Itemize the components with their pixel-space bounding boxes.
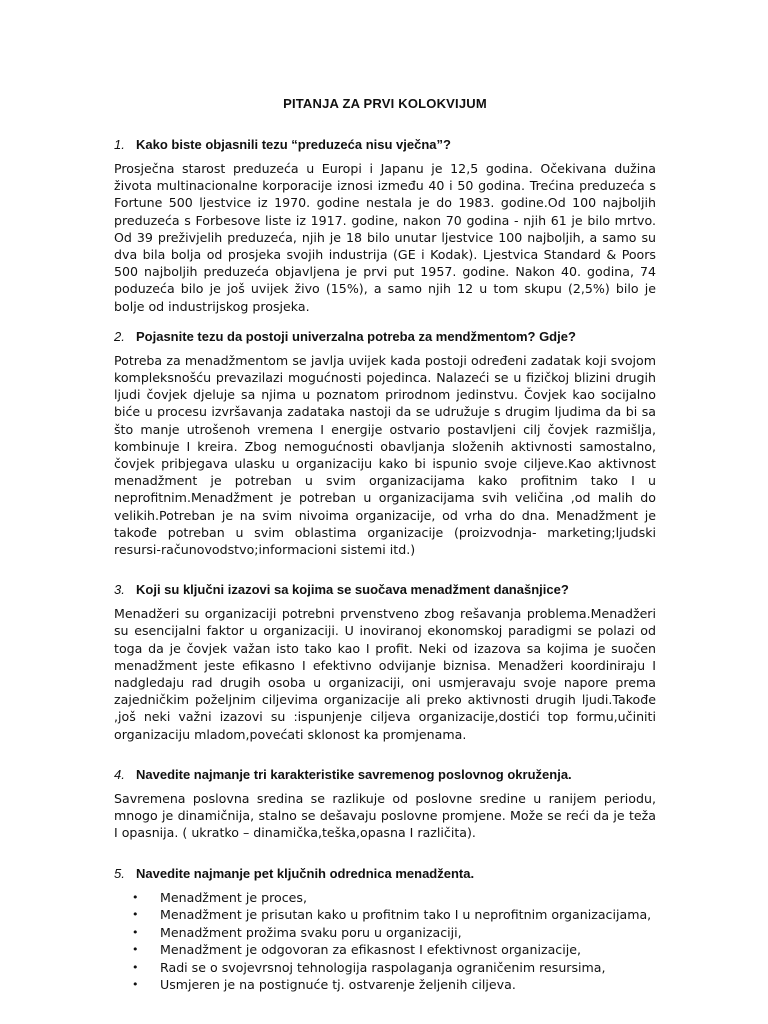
spacer bbox=[114, 856, 656, 866]
question-number: 4. bbox=[114, 766, 125, 782]
question-number: 3. bbox=[114, 582, 125, 598]
bullet-icon: • bbox=[132, 925, 139, 939]
bullet-icon: • bbox=[132, 960, 139, 974]
question-5 bbox=[114, 866, 656, 881]
list-item bbox=[132, 941, 656, 959]
bullet-icon: • bbox=[132, 908, 139, 922]
list-item-text: Usmjeren je na postignuće tj. ostvarenje željenih ciljeva. bbox=[160, 977, 516, 993]
bullet-icon: • bbox=[132, 890, 139, 904]
question-number: 2. bbox=[114, 328, 125, 344]
question-text: Navedite najmanje tri karakteristike savremenog poslovnog okruženja. bbox=[136, 766, 572, 782]
question-text: Koji su ključni izazovi sa kojima se suočava menadžment današnjice? bbox=[136, 582, 569, 598]
list-item-text: Menadžment je odgovoran za efikasnost I efektivnost organizacije, bbox=[160, 942, 581, 958]
list-item-text: Menadžment je prisutan kako u profitnim tako I u neprofitnim organizacijama, bbox=[160, 907, 652, 923]
list-item bbox=[132, 906, 656, 924]
list-item bbox=[132, 924, 656, 942]
list-item bbox=[132, 959, 656, 977]
list-item-text: Menadžment je proces, bbox=[160, 889, 307, 905]
question-number: 5. bbox=[114, 865, 125, 881]
bullet-icon: • bbox=[132, 978, 139, 992]
answer-3: Menadžeri su organizaciji potrebni prvenstveno zbog rešavanja problema.Menadžeri su esencijalni faktor u organizaciji. U inoviranoj ekonomskoj paradigmi se polazi od toga da je čovjek važan isto tako kao I profit. Neki od izazova sa kojima je suočen menadžment jeste efikasno I efektivno odvijanje biznisa. Menadžeri koordiniraju I nadgledaju rad drugih osoba u organizaciji, oni usmjeravaju svoje napore prema zajedničkim poželjnim ciljevima organizacije ali preko aktivnosti drugih ljudi.Takođe ,još neki važni izazovi su :ispunjenje ciljeva organizacije,dostići top formu,učiniti organizaciju mladom,povećati sklonost ka promjenama. bbox=[114, 606, 656, 742]
question-4 bbox=[114, 767, 656, 782]
answer-2: Potreba za menadžmentom se javlja uvijek kada postoji određeni zadatak koji svojom kompleksnošću prevazilazi mogućnosti pojedinca. Nalazeći se u fizičkoj blizini drugih ljudi čovjek djeluje sa njima u poznatom prirodnom jedinstvu. Čovjek kao socijalno biće u procesu izvršavanja zadataka nastoji da se udružuje s drugim ljudima da bi sa što manje utrošenoh vremena I energije ostvario postavljeni cilj čovjek razmišlja, kombinuje I kreira. Zbog nemogućnosti obavljanja složenih aktivnosti samostalno, čovjek pribjegava ulasku u organizaciju kako bi ispunio svoje ciljeve.Kao aktivnost menadžment je potreban u svim organizacijama kako profitnim tako I u neprofitnim.Menadžment je potreban u organizacijama svih veličina ,od malih do velikih.Potreban je na svim nivoima organizacije, od vrha do dna. Menadžment je takođe potreban u svim oblastima organizacije (proizvodnja- marketing;ljudski resursi-računovodstvo;informacioni sistemi itd.) bbox=[114, 352, 656, 558]
list-item-text: Radi se o svojevrsnoj tehnologija raspolaganja ograničenim resursima, bbox=[160, 959, 606, 975]
answer-4: Savremena poslovna sredina se razlikuje od poslovne sredine u ranijem periodu, mnogo je dinamičnija, stalno se dešavaju poslovne promjene. Može se reći da je teža I opasnija. ( ukratko – dinamička,teška,opasna I različita). bbox=[114, 790, 656, 841]
question-number: 1. bbox=[114, 137, 125, 152]
question-1 bbox=[114, 137, 656, 152]
answer-5-list bbox=[114, 889, 656, 995]
list-item-text: Menadžment prožima svaku poru u organizaciji, bbox=[160, 924, 462, 940]
spacer bbox=[114, 572, 656, 582]
question-2 bbox=[114, 329, 656, 344]
bullet-icon: • bbox=[132, 943, 139, 957]
question-text: Navedite najmanje pet ključnih odrednica menadženta. bbox=[136, 865, 475, 881]
answer-1: Prosječna starost preduzeća u Europi i Japanu je 12,5 godina. Očekivana dužina života multinacionalne korporacije iznosi između 40 i 50 godina. Trećina preduzeća s Fortune 500 ljestvice iz 1970. godine nestala je do 1983. godine.Od 100 najboljih preduzeća s Forbesove liste iz 1917. godine, nakon 70 godina - njih 61 je bilo mrtvo. Od 39 preživjelih preduzeća, njih je 18 bilo unutar ljestvice 100 najboljih, a samo su dva bila bolja od prosjeka svojih industrija (GE i Kodak). Ljestvica Standard & Poors 500 najboljih preduzeća objavljena je prvi put 1957. godine. Nakon 40. godina, 74 poduzeća bilo je još uvijek živo (15%), a samo njih 12 u tom skupu (2,5%) bilo je bolje od industrijskog prosjeka. bbox=[114, 161, 656, 314]
question-text: Kako biste objasnili tezu “preduzeća nisu vječna”? bbox=[136, 137, 451, 152]
list-item bbox=[132, 976, 656, 994]
document-title: PITANJA ZA PRVI KOLOKVIJUM bbox=[283, 96, 487, 111]
question-text: Pojasnite tezu da postoji univerzalna potreba za mendžmentom? Gdje? bbox=[136, 328, 576, 344]
spacer bbox=[114, 757, 656, 767]
list-item bbox=[132, 889, 656, 907]
question-3 bbox=[114, 582, 656, 597]
